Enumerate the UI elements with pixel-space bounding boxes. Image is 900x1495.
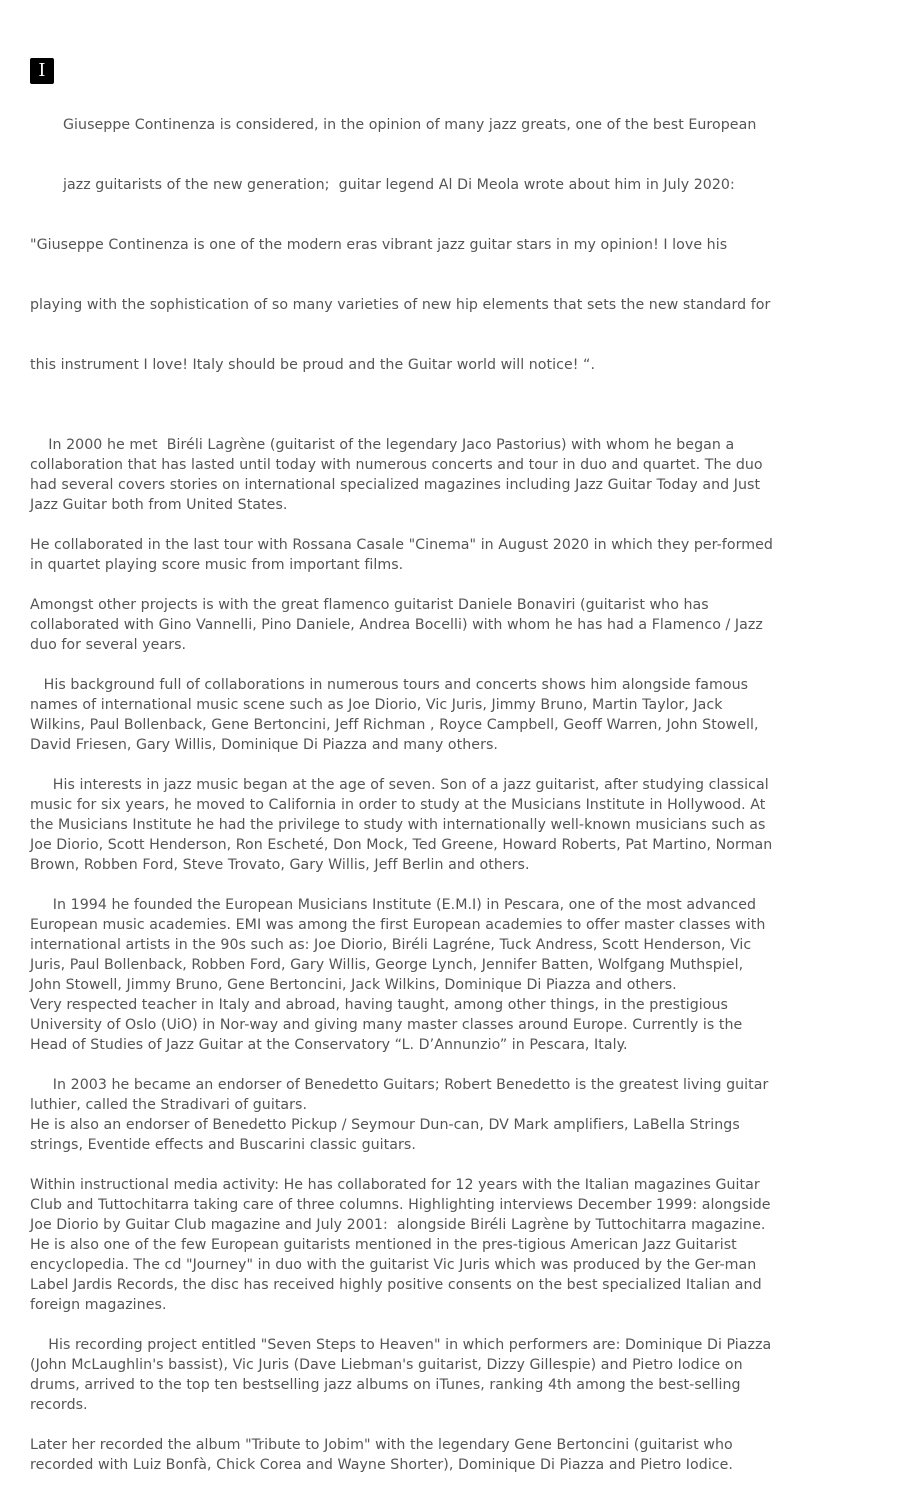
paragraph-line: Wilkins, Paul Bollenback, Gene Bertoncini, Jeff Richman , Royce Campbell, Geoff Warren, John Stowell, — [30, 717, 759, 733]
paragraph-intro — [30, 55, 872, 415]
paragraph-line: His recording project entitled "Seven Steps to Heaven" in which performers are: Dominique Di Piazza — [30, 1337, 772, 1353]
paragraph — [30, 895, 872, 1055]
paragraph-line: Within instructional media activity: He has collaborated for 12 years with the Italian magazines Guitar — [30, 1177, 760, 1193]
paragraph-line: In 1994 he founded the European Musicians Institute (E.M.I) in Pescara, one of the most advanced — [30, 897, 757, 913]
paragraph — [30, 675, 872, 755]
paragraph-line: Amongst other projects is with the great flamenco guitarist Daniele Bonaviri (guitarist who has — [30, 597, 709, 613]
paragraph-line: recorded with Luiz Bonfà, Chick Corea and Wayne Shorter), Dominique Di Piazza and Pietro Iodice. — [30, 1457, 733, 1473]
paragraph-line: He is also one of the few European guitarists mentioned in the pres-tigious American Jazz Guitarist — [30, 1237, 737, 1253]
paragraph — [30, 1175, 872, 1315]
dropcap-letter: I — [30, 58, 54, 84]
paragraph-line: drums, arrived to the top ten bestselling jazz albums on iTunes, ranking 4th among the best-selling — [30, 1377, 741, 1393]
paragraph-line: David Friesen, Gary Willis, Dominique Di Piazza and many others. — [30, 737, 498, 753]
paragraph-line: Head of Studies of Jazz Guitar at the Conservatory “L. D’Annunzio” in Pescara, Italy. — [30, 1037, 628, 1053]
paragraph-line: strings, Eventide effects and Buscarini classic guitars. — [30, 1137, 416, 1153]
paragraph-line: names of international music scene such as Joe Diorio, Vic Juris, Jimmy Bruno, Martin Taylor, Jack — [30, 697, 723, 713]
paragraph-line: He collaborated in the last tour with Rossana Casale "Cinema" in August 2020 in which they per-formed — [30, 537, 773, 553]
paragraph-line: collaborated with Gino Vannelli, Pino Daniele, Andrea Bocelli) with whom he has had a Flamenco / Jazz — [30, 617, 763, 633]
paragraph — [30, 1435, 872, 1475]
paragraph — [30, 1075, 872, 1155]
paragraph — [30, 595, 872, 655]
paragraph-line: In 2003 he became an endorser of Benedetto Guitars; Robert Benedetto is the greatest living guitar — [30, 1077, 769, 1093]
paragraph-line: Juris, Paul Bollenback, Robben Ford, Gary Willis, George Lynch, Jennifer Batten, Wolfgang Muthspiel, — [30, 957, 744, 973]
paragraph — [30, 535, 872, 575]
paragraph-line: encyclopedia. The cd "Journey" in duo with the guitarist Vic Juris which was produced by the Ger-man — [30, 1257, 757, 1273]
paragraph-line: His interests in jazz music began at the age of seven. Son of a jazz guitarist, after studying classical — [30, 777, 769, 793]
paragraph-line: collaboration that has lasted until today with numerous concerts and tour in duo and quartet. The duo — [30, 457, 763, 473]
paragraph-line: this instrument I love! Italy should be proud and the Guitar world will notice! “. — [30, 357, 596, 373]
paragraph-line: Joe Diorio by Guitar Club magazine and July 2001: alongside Biréli Lagrène by Tuttochitarra magazine. — [30, 1217, 766, 1233]
paragraph-line: European music academies. EMI was among the first European academies to offer master classes with — [30, 917, 766, 933]
paragraph-line: music for six years, he moved to California in order to study at the Musicians Institute in Hollywood. At — [30, 797, 766, 813]
paragraph-line: Joe Diorio, Scott Henderson, Ron Escheté, Don Mock, Ted Greene, Howard Roberts, Pat Martino, Norman — [30, 837, 773, 853]
paragraph-line: playing with the sophistication of so many varieties of new hip elements that sets the new standard for — [30, 297, 771, 313]
paragraph-line: foreign magazines. — [30, 1297, 167, 1313]
paragraph — [30, 1335, 872, 1415]
paragraph-line: luthier, called the Stradivari of guitars. — [30, 1097, 308, 1113]
paragraph-line: the Musicians Institute he had the privilege to study with internationally well-known musicians such as — [30, 817, 766, 833]
paragraph-line: in quartet playing score music from important films. — [30, 557, 404, 573]
paragraph-line: John Stowell, Jimmy Bruno, Gene Bertoncini, Jack Wilkins, Dominique Di Piazza and others. — [30, 977, 677, 993]
paragraph-line: Brown, Robben Ford, Steve Trovato, Gary Willis, Jeff Berlin and others. — [30, 857, 530, 873]
paragraph-line: University of Oslo (UiO) in Nor-way and giving many master classes around Europe. Currently is the — [30, 1017, 743, 1033]
paragraph-line: Later her recorded the album "Tribute to Jobim" with the legendary Gene Bertoncini (guitarist who — [30, 1437, 733, 1453]
paragraph-line: Club and Tuttochitarra taking care of three columns. Highlighting interviews December 1999: alongside — [30, 1197, 771, 1213]
paragraph-line: In 2000 he met Biréli Lagrène (guitarist of the legendary Jaco Pastorius) with whom he began a — [30, 437, 735, 453]
paragraph-line: Giuseppe Continenza is considered, in the opinion of many jazz greats, one of the best European — [63, 117, 757, 133]
paragraph-line: "Giuseppe Continenza is one of the modern eras vibrant jazz guitar stars in my opinion! I love his — [30, 237, 728, 253]
paragraph-line: He is also an endorser of Benedetto Pickup / Seymour Dun-can, DV Mark amplifiers, LaBella Strings — [30, 1117, 740, 1133]
paragraph-line: Very respected teacher in Italy and abroad, having taught, among other things, in the prestigious — [30, 997, 728, 1013]
paragraph-line: duo for several years. — [30, 637, 187, 653]
paragraph-line: records. — [30, 1397, 88, 1413]
paragraph-line: (John McLaughlin's bassist), Vic Juris (Dave Liebman's guitarist, Dizzy Gillespie) and Pietro Iodice on — [30, 1357, 743, 1373]
paragraph — [30, 775, 872, 875]
biography-document — [30, 55, 872, 1495]
paragraph-line: jazz guitarists of the new generation; guitar legend Al Di Meola wrote about him in July 2020: — [63, 177, 735, 193]
paragraph-list — [30, 435, 872, 1475]
paragraph-line: international artists in the 90s such as: Joe Diorio, Biréli Lagréne, Tuck Andress, Scott Henderson, Vic — [30, 937, 752, 953]
paragraph-line: Label Jardis Records, the disc has received highly positive consents on the best specialized Italian and — [30, 1277, 762, 1293]
paragraph — [30, 435, 872, 515]
paragraph-line: Jazz Guitar both from United States. — [30, 497, 288, 513]
paragraph-line: His background full of collaborations in numerous tours and concerts shows him alongside famous — [30, 677, 749, 693]
paragraph-line: had several covers stories on international specialized magazines including Jazz Guitar Today and Just — [30, 477, 761, 493]
